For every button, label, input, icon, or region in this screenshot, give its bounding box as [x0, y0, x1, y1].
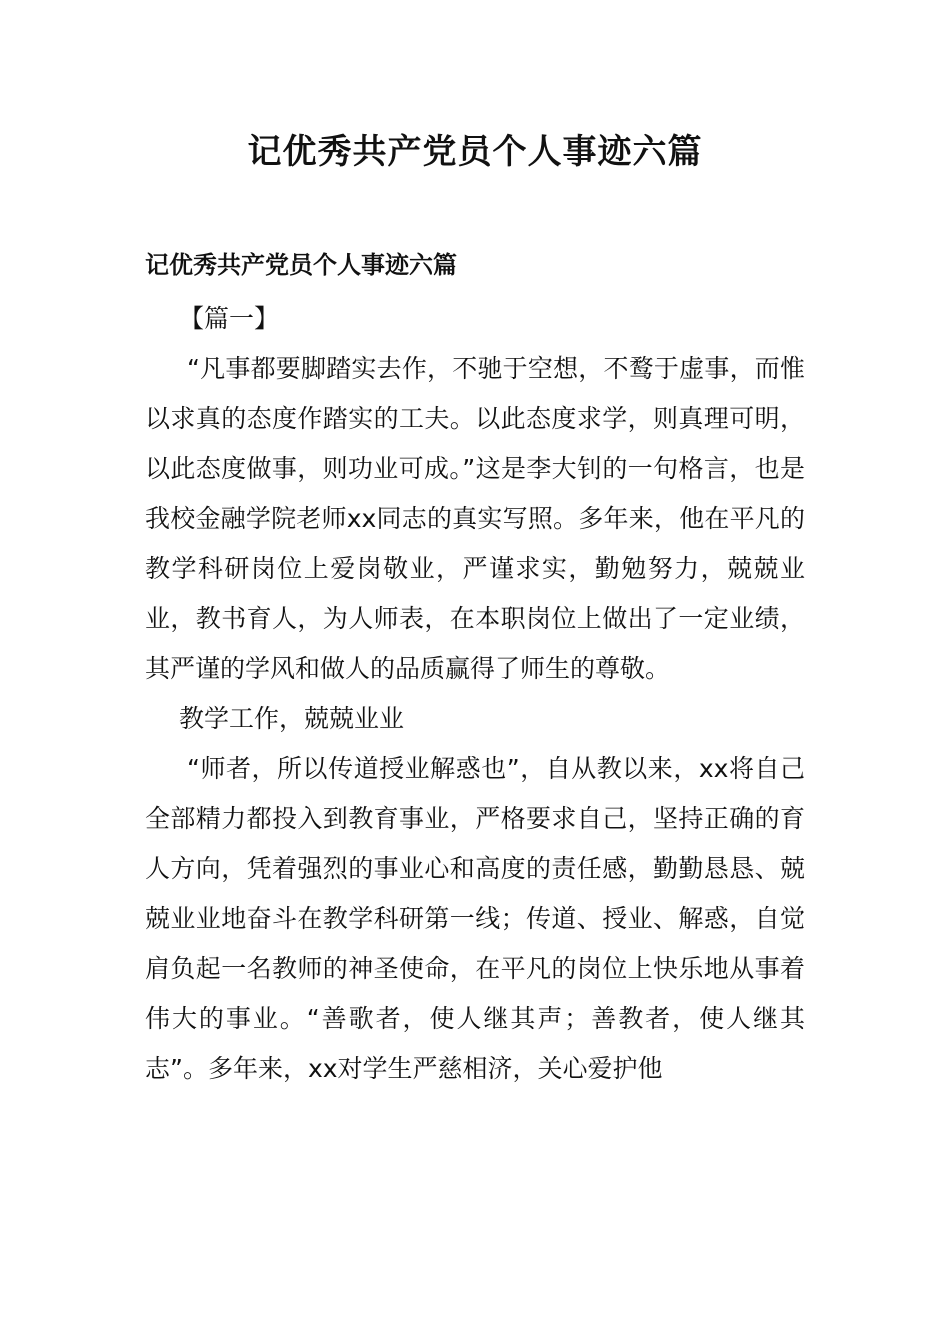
paragraph-2: “师者，所以传道授业解惑也”，自从教以来，xx将自己全部精力都投入到教育事业，严格要求自己，坚持正确的育人方向，凭着强烈的事业心和高度的责任感，勤勤恳恳、兢兢业业地奋斗在教学科研第一线；传道、授业、解惑，自觉肩负起一名教师的神圣使命，在平凡的岗位上快乐地从事着伟大的事业。“善歌者，使人继其声；善教者，使人继其志”。多年来，xx对学生严慈相济，关心爱护他 [145, 754, 805, 1083]
document-body [145, 242, 805, 1094]
paragraph-1: “凡事都要脚踏实去作，不驰于空想，不鹜于虚事，而惟以求真的态度作踏实的工夫。以此态度求学，则真理可明，以此态度做事，则功业可成。”这是李大钊的一句格言，也是我校金融学院老师xx同志的真实写照。多年来，他在平凡的教学科研岗位上爱岗敬业，严谨求实，勤勉努力，兢兢业业，教书育人，为人师表，在本职岗位上做出了一定业绩，其严谨的学风和做人的品质赢得了师生的尊敬。 [145, 354, 805, 683]
document-title: 记优秀共产党员个人事迹六篇 [247, 132, 703, 172]
document-subtitle: 记优秀共产党员个人事迹六篇 [145, 251, 457, 279]
part-label: 【篇一】 [179, 304, 280, 333]
section-heading: 教学工作，兢兢业业 [179, 704, 405, 733]
